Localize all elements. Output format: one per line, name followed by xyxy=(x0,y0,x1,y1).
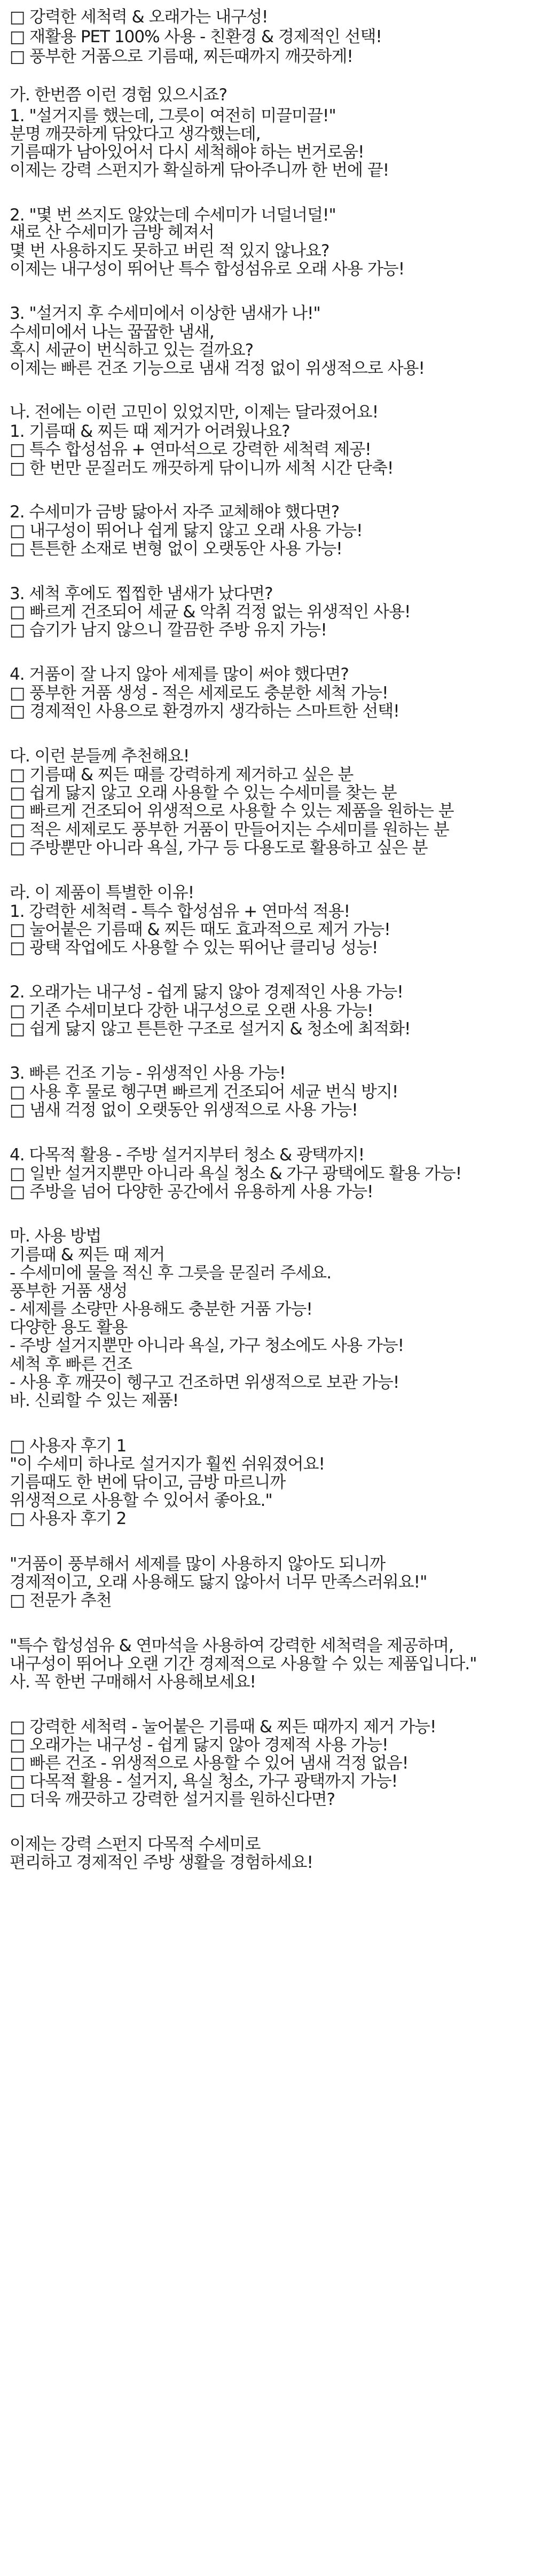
text-line: □ 습기가 남지 않으니 깔끔한 주방 유지 가능! xyxy=(10,621,327,640)
text-line: □ 사용자 후기 1 xyxy=(10,1436,127,1456)
text-line: "특수 합성섬유 & 연마석을 사용하여 강력한 세척력을 제공하며, xyxy=(10,1636,453,1655)
text-line: 위생적으로 사용할 수 있어서 좋아요." xyxy=(10,1491,272,1510)
text-line: 마. 사용 방법 xyxy=(10,1227,101,1246)
text-line: 내구성이 뛰어나 오랜 기간 경제적으로 사용할 수 있는 제품입니다." xyxy=(10,1654,477,1674)
text-line: 다. 이런 분들께 추천해요! xyxy=(10,747,190,766)
text-line: - 사용 후 깨끗이 헹구고 건조하면 위생적으로 보관 가능! xyxy=(10,1373,399,1392)
text-line: 4. 다목적 활용 - 주방 설거지부터 청소 & 광택까지! xyxy=(10,1145,365,1165)
text-line: 나. 전에는 이런 고민이 있었지만, 이제는 달라졌어요! xyxy=(10,403,379,422)
text-line: 2. 오래가는 내구성 - 쉽게 닳지 않아 경제적인 사용 가능! xyxy=(10,983,403,1002)
text-line: □ 빠르게 건조되어 세균 & 악취 걱정 없는 위생적인 사용! xyxy=(10,602,411,622)
text-line: 라. 이 제품이 특별한 이유! xyxy=(10,883,194,902)
text-line: 사. 꼭 한번 구매해서 사용해보세요! xyxy=(10,1672,256,1692)
text-line: □ 오래가는 내구성 - 쉽게 닳지 않아 경제적 사용 가능! xyxy=(10,1735,388,1755)
text-line: 편리하고 경제적인 주방 생활을 경험하세요! xyxy=(10,1853,313,1872)
text-line: □ 주방을 넘어 다양한 공간에서 유용하게 사용 가능! xyxy=(10,1182,373,1201)
text-line: 수세미에서 나는 꿉꿉한 냄새, xyxy=(10,323,214,342)
text-line: □ 풍부한 거품으로 기름때, 찌든때까지 깨끗하게! xyxy=(10,47,353,66)
text-line: □ 한 번만 문질러도 깨끗하게 닦이니까 세척 시간 단축! xyxy=(10,459,394,478)
text-line: □ 특수 합성섬유 + 연마석으로 강력한 세척력 제공! xyxy=(10,440,371,459)
text-line: 4. 거품이 잘 나지 않아 세제를 많이 써야 했다면? xyxy=(10,665,349,684)
text-line: □ 눌어붙은 기름때 & 찌든 때도 효과적으로 제거 가능! xyxy=(10,920,390,939)
text-line: □ 일반 설거지뿐만 아니라 욕실 청소 & 가구 광택에도 활용 가능! xyxy=(10,1164,462,1183)
text-line: □ 재활용 PET 100% 사용 - 친환경 & 경제적인 선택! xyxy=(10,27,382,46)
text-line: "거품이 풍부해서 세제를 많이 사용하지 않아도 되니까 xyxy=(10,1554,386,1574)
text-line: 이제는 내구성이 뛰어난 특수 합성섬유로 오래 사용 가능! xyxy=(10,260,405,279)
text-line: 1. 기름때 & 찌든 때 제거가 어려웠나요? xyxy=(10,422,290,441)
text-line: 3. 세척 후에도 찝찝한 냄새가 났다면? xyxy=(10,584,273,603)
text-line: 이제는 빠른 건조 기능으로 냄새 걱정 없이 위생적으로 사용! xyxy=(10,359,425,378)
text-line: □ 냄새 걱정 없이 오랫동안 위생적으로 사용 가능! xyxy=(10,1101,358,1120)
text-line: "이 수세미 하나로 설거지가 훨씬 쉬워졌어요! xyxy=(10,1455,325,1474)
text-line: □ 내구성이 뛰어나 쉽게 닳지 않고 오래 사용 가능! xyxy=(10,521,363,540)
text-line: 세척 후 빠른 건조 xyxy=(10,1355,132,1374)
text-line: □ 쉽게 닳지 않고 오래 사용할 수 있는 수세미를 찾는 분 xyxy=(10,783,397,803)
text-line: □ 빠르게 건조되어 위생적으로 사용할 수 있는 제품을 원하는 분 xyxy=(10,802,454,821)
text-line: □ 광택 작업에도 사용할 수 있는 뛰어난 클리닝 성능! xyxy=(10,938,378,957)
text-line: 경제적이고, 오래 사용해도 닳지 않아서 너무 만족스러워요!" xyxy=(10,1573,427,1592)
text-line: □ 기존 수세미보다 강한 내구성으로 오랜 사용 가능! xyxy=(10,1001,373,1020)
text-line: 이제는 강력 스펀지 다목적 수세미로 xyxy=(10,1835,261,1854)
text-line: 2. "몇 번 쓰지도 않았는데 수세미가 너덜너덜!" xyxy=(10,206,336,225)
text-line: □ 쉽게 닳지 않고 튼튼한 구조로 설거지 & 청소에 최적화! xyxy=(10,1019,411,1039)
text-line: □ 빠른 건조 - 위생적으로 사용할 수 있어 냄새 걱정 없음! xyxy=(10,1754,409,1773)
text-line: 기름때도 한 번에 닦이고, 금방 마르니까 xyxy=(10,1473,286,1492)
text-line: □ 강력한 세척력 - 눌어붙은 기름때 & 찌든 때까지 제거 가능! xyxy=(10,1717,436,1737)
text-line: □ 풍부한 거품 생성 - 적은 세제로도 충분한 세척 가능! xyxy=(10,684,388,703)
text-line: - 수세미에 물을 적신 후 그릇을 문질러 주세요. xyxy=(10,1263,332,1283)
text-line: 혹시 세균이 번식하고 있는 걸까요? xyxy=(10,341,254,360)
text-line: 풍부한 거품 생성 xyxy=(10,1282,128,1301)
text-line: 3. "설거지 후 수세미에서 이상한 냄새가 나!" xyxy=(10,304,320,323)
text-line: 분명 깨끗하게 닦았다고 생각했는데, xyxy=(10,124,261,144)
text-line: 1. "설거지를 했는데, 그릇이 여전히 미끌미끌!" xyxy=(10,106,336,125)
text-line: □ 튼튼한 소재로 변형 없이 오랫동안 사용 가능! xyxy=(10,539,342,559)
text-line: □ 다목적 활용 - 설거지, 욕실 청소, 가구 광택까지 가능! xyxy=(10,1772,398,1791)
text-line: 이제는 강력 스펀지가 확실하게 닦아주니까 한 번에 끝! xyxy=(10,161,389,180)
text-line: 새로 산 수세미가 금방 헤져서 xyxy=(10,223,214,242)
text-line: 다양한 용도 활용 xyxy=(10,1318,128,1337)
text-line: □ 전문가 추천 xyxy=(10,1591,112,1610)
text-line: □ 경제적인 사용으로 환경까지 생각하는 스마트한 선택! xyxy=(10,702,399,721)
text-line: 3. 빠른 건조 기능 - 위생적인 사용 가능! xyxy=(10,1064,286,1083)
text-line: □ 더욱 깨끗하고 강력한 설거지를 원하신다면? xyxy=(10,1790,335,1809)
text-line: □ 주방뿐만 아니라 욕실, 가구 등 다용도로 활용하고 싶은 분 xyxy=(10,838,428,858)
text-line: □ 적은 세제로도 풍부한 거품이 만들어지는 수세미를 원하는 분 xyxy=(10,820,449,839)
text-line: 바. 신뢰할 수 있는 제품! xyxy=(10,1391,179,1410)
text-line: 기름때가 남아있어서 다시 세척해야 하는 번거로움! xyxy=(10,143,364,162)
text-line: □ 사용자 후기 2 xyxy=(10,1509,127,1528)
text-line: - 세제를 소량만 사용해도 충분한 거품 가능! xyxy=(10,1300,312,1319)
text-line: 몇 번 사용하지도 못하고 버린 적 있지 않나요? xyxy=(10,241,329,261)
text-line: □ 강력한 세척력 & 오래가는 내구성! xyxy=(10,7,268,27)
text-line: - 주방 설거지뿐만 아니라 욕실, 가구 청소에도 사용 가능! xyxy=(10,1336,404,1355)
text-line: 가. 한번쯤 이런 경험 있으시죠? xyxy=(10,85,227,105)
text-line: 기름때 & 찌든 때 제거 xyxy=(10,1245,165,1265)
text-line: 2. 수세미가 금방 닳아서 자주 교체해야 했다면? xyxy=(10,502,340,522)
text-line: □ 사용 후 물로 헹구면 빠르게 건조되어 세균 번식 방지! xyxy=(10,1082,398,1102)
text-line: 1. 강력한 세척력 - 특수 합성섬유 + 연마석 적용! xyxy=(10,902,350,921)
text-line: □ 기름때 & 찌든 때를 강력하게 제거하고 싶은 분 xyxy=(10,765,354,784)
